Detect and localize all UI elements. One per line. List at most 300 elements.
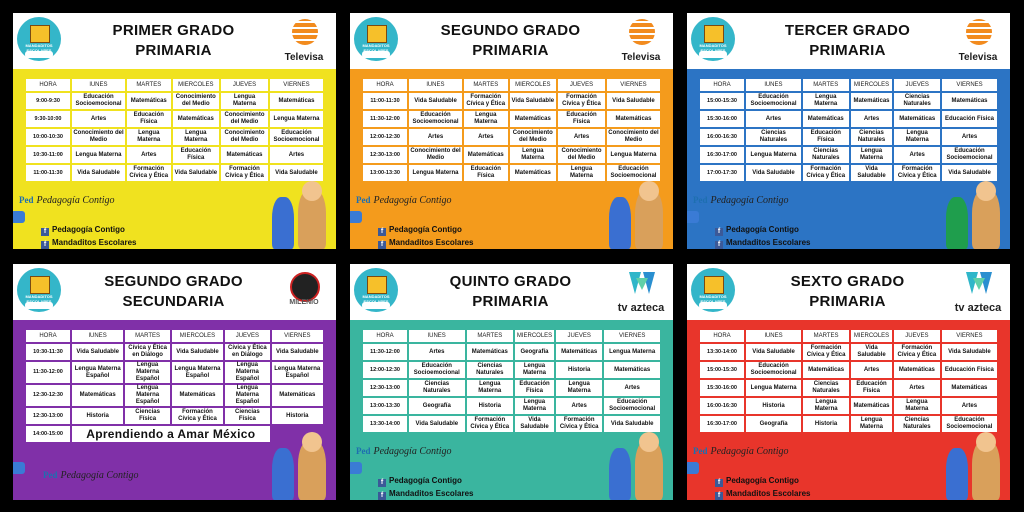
time-cell: 12:00-12:30 — [363, 362, 407, 378]
subject-cell: Ciencias Naturales — [467, 362, 513, 378]
subject-cell: Matemáticas — [942, 93, 997, 109]
tv-azteca-logo — [613, 270, 669, 314]
footer-link-mandaditos[interactable] — [41, 238, 136, 249]
time-cell: 10:00-10:30 — [26, 129, 70, 145]
cartoon-face — [976, 181, 996, 201]
subject-cell: Matemáticas — [270, 93, 323, 109]
footer-text: Mandaditos Escolares — [726, 489, 811, 498]
subject-cell: Educación Física — [515, 380, 554, 396]
table-header-row — [700, 330, 997, 342]
column-header: HORA — [26, 330, 70, 342]
time-cell: 13:30-14:00 — [363, 416, 407, 432]
panel-header — [13, 264, 336, 320]
table-row — [26, 426, 323, 442]
subject-cell: Educación Socioemocional — [746, 93, 801, 109]
subject-cell: Vida Saludable — [270, 165, 323, 181]
subject-cell: Cívica y Ética en Diálogo — [125, 344, 169, 360]
table-row — [700, 398, 997, 414]
subject-cell: Lengua Materna Español — [272, 362, 323, 383]
table-header-row — [363, 79, 660, 91]
ped-gog-badge: Ped — [19, 195, 34, 205]
subject-cell: Educación Física — [803, 129, 849, 145]
cartoon-character — [272, 197, 294, 249]
subject-cell: Vida Saludable — [942, 165, 997, 181]
subject-cell: Vida Saludable — [409, 93, 462, 109]
schedule-panel — [13, 264, 336, 500]
subject-cell: Lengua Materna — [894, 129, 940, 145]
subject-cell: Matemáticas — [851, 398, 892, 414]
time-cell: 16:30-17:00 — [700, 416, 744, 432]
subject-cell: Ciencias Naturales — [803, 380, 849, 396]
panel-title — [743, 272, 952, 312]
table-row — [700, 111, 997, 127]
cartoon-face — [302, 181, 322, 201]
car-icon — [699, 302, 727, 309]
level-title: PRIMARIA — [472, 42, 549, 59]
puzzle-piece-icon — [687, 211, 699, 223]
time-cell: 15:00-15:30 — [700, 93, 744, 109]
ped-gog-badge: Ped — [356, 195, 371, 205]
level-title: PRIMARIA — [135, 42, 212, 59]
subject-cell: Educación Socioemocional — [746, 362, 801, 378]
subject-cell: Lengua Materna — [467, 380, 513, 396]
column-header: lUNES — [746, 330, 801, 342]
bag-icon — [367, 25, 387, 43]
subject-cell: Lengua Materna — [604, 344, 660, 360]
subject-cell: Ciencias Naturales — [894, 93, 940, 109]
time-cell: 15:30-16:00 — [700, 111, 744, 127]
table-row — [26, 344, 323, 360]
subject-cell: Lengua Materna — [894, 398, 940, 414]
car-icon — [699, 51, 727, 58]
subject-cell: Lengua Materna — [607, 147, 660, 163]
column-header: VIERNES — [604, 330, 660, 342]
ped-gog-badge: Ped — [43, 470, 58, 480]
signature-text: Pedagogía Contigo — [36, 195, 115, 206]
subject-cell: Matemáticas — [510, 111, 557, 127]
footer-link-pedagogia[interactable] — [378, 476, 462, 487]
mandaditos-logo — [354, 268, 398, 312]
puzzle-piece-icon — [13, 211, 25, 223]
schedule-table — [24, 328, 325, 444]
footer-text: Pedagogía Contigo — [52, 225, 125, 234]
ped-gog-badge: Ped — [693, 446, 708, 456]
time-cell: 12:30-13:00 — [26, 408, 70, 424]
subject-cell: Matemáticas — [173, 111, 220, 127]
subject-cell: Matemáticas — [803, 362, 849, 378]
time-cell: 15:00-15:30 — [700, 362, 744, 378]
subject-cell: Vida Saludable — [173, 165, 220, 181]
car-icon — [362, 302, 390, 309]
table-row — [363, 398, 660, 414]
televisa-globe-icon — [966, 19, 992, 45]
footer-link-mandaditos[interactable] — [715, 238, 810, 249]
table-row — [26, 111, 323, 127]
subject-cell: Matemáticas — [221, 147, 268, 163]
subject-cell: Conocimiento del Medio — [73, 130, 124, 143]
bag-icon — [367, 276, 387, 294]
subject-cell: Matemáticas — [510, 165, 557, 181]
column-header: lUNES — [409, 79, 462, 91]
signature-text: Pedagogía Contigo — [60, 470, 139, 481]
column-header: MIERCOLES — [510, 79, 557, 91]
facebook-icon: f — [715, 241, 723, 249]
logo-text: MANDADITOS — [362, 43, 390, 48]
column-header: JUEVES — [556, 330, 602, 342]
subject-cell: Artes — [942, 129, 997, 145]
subject-cell: Lengua Materna — [515, 362, 554, 378]
time-cell: 13:30-14:00 — [700, 344, 744, 360]
column-header: HORA — [363, 330, 407, 342]
panel-title — [743, 21, 952, 61]
subject-cell: Formación Cívica y Ética — [894, 165, 940, 181]
subject-cell: Matemáticas — [942, 380, 997, 396]
subject-cell: Formación Cívica y Ética — [221, 165, 268, 181]
cartoon-face — [639, 181, 659, 201]
level-title: PRIMARIA — [809, 293, 886, 310]
column-header: lUNES — [72, 330, 123, 342]
brand-label: Televisa — [621, 52, 661, 63]
subject-cell: Ciencias Naturales — [803, 147, 849, 163]
column-header: VIERNES — [942, 79, 997, 91]
subject-cell: Artes — [409, 344, 465, 360]
subject-cell: Vida Saludable — [72, 165, 125, 181]
time-cell: 16:30-17:00 — [700, 147, 744, 163]
subject-cell: Vida Saludable — [746, 165, 801, 181]
subject-cell: Lengua Materna Español — [72, 362, 123, 383]
subject-cell: Historia — [72, 408, 123, 424]
footer-text: Mandaditos Escolares — [389, 489, 474, 498]
pedagogia-signature — [356, 195, 452, 206]
puzzle-piece-icon — [350, 462, 362, 474]
footer-text: Pedagogía Contigo — [726, 476, 799, 485]
car-icon — [362, 51, 390, 58]
bag-icon — [704, 276, 724, 294]
logo-text: MANDADITOS — [25, 294, 53, 299]
column-header: MIERCOLES — [172, 330, 223, 342]
brand-label: MILENIO — [289, 299, 319, 306]
footer-text: Mandaditos Escolares — [726, 238, 811, 247]
time-cell: 12:00-12:30 — [363, 129, 407, 145]
footer-link-pedagogia[interactable] — [378, 225, 462, 236]
subject-cell: Lengua Materna — [803, 398, 849, 414]
panel-title — [69, 21, 278, 61]
footer-link-mandaditos[interactable] — [378, 238, 473, 249]
subject-cell: Geografía — [409, 398, 465, 414]
subject-cell: Educación Física — [127, 111, 171, 127]
cartoon-character — [609, 197, 631, 249]
column-header: VIERNES — [270, 79, 323, 91]
ped-gog-badge: Ped — [693, 195, 708, 205]
subject-cell: Matemáticas — [604, 362, 660, 378]
footer-text: Pedagogía Contigo — [726, 225, 799, 234]
time-cell: 15:30-16:00 — [700, 380, 744, 396]
logo-text: MANDADITOS — [699, 294, 727, 299]
footer-link-mandaditos[interactable] — [378, 489, 473, 500]
puzzle-piece-icon — [13, 462, 25, 474]
column-header: JUEVES — [894, 330, 940, 342]
time-cell: 11:30-12:00 — [363, 111, 407, 127]
subject-cell: Vida Saludable — [746, 344, 801, 360]
subject-cell: Formación Cívica y Ética — [803, 344, 849, 360]
panel-header — [350, 264, 673, 320]
subject-cell: Vida Saludable — [515, 416, 554, 432]
grade-title: QUINTO GRADO — [449, 273, 572, 290]
subject-cell: Artes — [894, 147, 940, 163]
televisa-logo — [276, 19, 332, 63]
table-row — [363, 344, 660, 360]
subject-cell: Educación Física — [173, 147, 220, 163]
subject-cell: Educación Socioemocional — [72, 93, 125, 109]
televisa-globe-icon — [629, 19, 655, 45]
facebook-icon: f — [715, 228, 723, 236]
column-header: JUEVES — [558, 79, 605, 91]
subject-cell: Conocimiento del Medio — [410, 148, 461, 161]
table-row — [26, 408, 323, 424]
panel-header — [687, 13, 1010, 69]
subject-cell: Lengua Materna — [746, 380, 801, 396]
subject-cell: Vida Saludable — [172, 344, 223, 360]
brand-label: Televisa — [958, 52, 998, 63]
subject-cell: Historia — [556, 362, 602, 378]
table-header-row — [700, 79, 997, 91]
subject-cell: Artes — [556, 398, 602, 414]
column-header: MIERCOLES — [851, 330, 892, 342]
time-cell: 16:00-16:30 — [700, 398, 744, 414]
subject-cell: Educación Física — [558, 111, 605, 127]
brand-label: tv azteca — [617, 302, 665, 314]
milenio-logo — [276, 270, 332, 314]
table-header-row — [26, 330, 323, 342]
signature-text: Pedagogía Contigo — [373, 446, 452, 457]
table-row — [363, 380, 660, 396]
subject-cell: Lengua Materna Español — [125, 362, 169, 383]
subject-cell: Formación Cívica y Ética — [894, 344, 940, 360]
subject-cell: Lengua Materna Español — [225, 385, 269, 406]
subject-cell: Formación Cívica y Ética — [127, 165, 171, 181]
cartoon-character — [946, 197, 968, 249]
subject-cell: Ciencias Naturales — [746, 129, 801, 145]
time-cell: 17:00-17:30 — [700, 165, 744, 181]
subject-cell: Lengua Materna — [851, 416, 892, 432]
subject-cell: Lengua Materna — [556, 380, 602, 396]
subject-cell: Lengua Materna — [464, 111, 508, 127]
table-row — [700, 380, 997, 396]
time-cell: 11:30-12:00 — [26, 362, 70, 383]
subject-cell: Matemáticas — [72, 385, 123, 406]
panel-title — [69, 272, 278, 312]
grade-title: TERCER GRADO — [784, 22, 911, 39]
footer-text: Mandaditos Escolares — [389, 238, 474, 247]
subject-cell: Vida Saludable — [851, 165, 893, 181]
subject-cell: Historia — [803, 416, 849, 432]
televisa-logo — [950, 19, 1006, 63]
subject-cell: Historia — [272, 408, 323, 424]
subject-cell: Artes — [851, 111, 893, 127]
time-cell: 12:30-13:00 — [363, 380, 407, 396]
mandaditos-logo — [17, 17, 61, 61]
mandaditos-logo — [354, 17, 398, 61]
facebook-icon: f — [378, 228, 386, 236]
subject-cell: Lengua Materna — [558, 165, 605, 181]
subject-cell: Artes — [464, 129, 508, 145]
pedagogia-signature — [356, 446, 452, 457]
table-row — [700, 362, 997, 378]
time-cell: 9:30-10:00 — [26, 111, 70, 127]
subject-cell: Ciencias Física — [125, 408, 169, 424]
panel-header — [350, 13, 673, 69]
footer-text: Pedagogía Contigo — [389, 476, 462, 485]
subject-cell: Lengua Materna — [270, 111, 323, 127]
schedule-panel — [350, 264, 673, 500]
footer-link-pedagogia[interactable] — [715, 476, 799, 487]
table-row — [700, 93, 997, 109]
table-row — [363, 165, 660, 181]
table-row — [700, 344, 997, 360]
table-row — [700, 416, 997, 432]
column-header: VIERNES — [607, 79, 660, 91]
column-header: HORA — [26, 79, 70, 91]
subject-cell: Ciencias Física — [225, 408, 269, 424]
subject-cell: Matemáticas — [464, 147, 508, 163]
time-cell: 9:00-9:30 — [26, 93, 70, 109]
column-header: lUNES — [409, 330, 465, 342]
grade-title: SEXTO GRADO — [790, 273, 905, 290]
column-header: HORA — [700, 79, 744, 91]
subject-cell: Geografía — [746, 416, 801, 432]
facebook-icon: f — [41, 228, 49, 236]
subject-cell: Educación Física — [942, 111, 997, 127]
table-row — [26, 93, 323, 109]
subject-cell: Educación Física — [851, 380, 892, 396]
footer-text: Pedagogía Contigo — [389, 225, 462, 234]
subject-cell: Formación Cívica y Ética — [467, 416, 513, 432]
subject-cell: Lengua Materna — [803, 93, 849, 109]
car-icon — [25, 51, 53, 58]
signature-text: Pedagogía Contigo — [710, 446, 789, 457]
subject-cell: Lengua Materna Español — [172, 362, 223, 383]
subject-cell: Ciencias Naturales — [409, 380, 465, 396]
schedule-panel — [687, 13, 1010, 249]
table-row — [363, 362, 660, 378]
subject-cell: Conocimiento del Medio — [558, 147, 605, 163]
time-cell: 10:30-11:00 — [26, 147, 70, 163]
column-header: VIERNES — [272, 330, 323, 342]
column-header: MIERCOLES — [851, 79, 893, 91]
subject-cell: Artes — [558, 129, 605, 145]
time-cell: 11:00-11:30 — [363, 93, 407, 109]
panel-header — [687, 264, 1010, 320]
footer-link-mandaditos[interactable] — [715, 489, 810, 500]
puzzle-piece-icon — [350, 211, 362, 223]
subject-cell: Artes — [127, 147, 171, 163]
pedagogia-signature — [19, 195, 115, 206]
panel-title — [406, 21, 615, 61]
subject-cell: Vida Saludable — [604, 416, 660, 432]
cartoon-character — [272, 448, 294, 500]
subject-cell: Artes — [746, 111, 801, 127]
subject-cell: Vida Saludable — [72, 344, 123, 360]
facebook-icon: f — [715, 492, 723, 500]
schedule-panel — [13, 13, 336, 249]
subject-cell: Formación Cívica y Ética — [556, 416, 602, 432]
subject-cell: Matemáticas — [607, 111, 660, 127]
footer-link-pedagogia[interactable] — [715, 225, 799, 236]
subject-cell: Educación Física — [942, 362, 997, 378]
subject-cell: Formación Cívica y Ética — [172, 408, 223, 424]
subject-cell: Lengua Materna — [221, 93, 268, 109]
cartoon-character — [946, 448, 968, 500]
time-cell: 10:30-11:30 — [26, 344, 70, 360]
subject-cell: Lengua Materna — [127, 129, 171, 145]
footer-text: Mandaditos Escolares — [52, 238, 137, 247]
subject-cell: Conocimiento del Medio — [510, 129, 557, 145]
column-header: MIERCOLES — [173, 79, 220, 91]
subject-cell: Vida Saludable — [272, 344, 323, 360]
subject-cell: Matemáticas — [851, 93, 893, 109]
time-cell: 13:00-13:30 — [363, 398, 407, 414]
grade-title: SEGUNDO GRADO — [104, 273, 243, 290]
subject-cell: Artes — [72, 111, 125, 127]
table-row — [363, 147, 660, 163]
subject-cell: Conocimiento del Medio — [173, 93, 220, 109]
logo-text: MANDADITOS — [699, 43, 727, 48]
column-header: lUNES — [746, 79, 801, 91]
subject-cell: Educación Socioemocional — [607, 165, 660, 181]
subject-cell: Artes — [270, 147, 323, 163]
column-header: lUNES — [72, 79, 125, 91]
facebook-icon: f — [378, 479, 386, 487]
tv-azteca-logo — [950, 270, 1006, 314]
subject-cell: Lengua Materna — [72, 147, 125, 163]
cartoon-character — [609, 448, 631, 500]
ped-gog-badge: Ped — [356, 446, 371, 456]
table-row — [26, 129, 323, 145]
subject-cell: Lengua Materna Español — [225, 362, 269, 383]
facebook-icon: f — [41, 241, 49, 249]
subject-cell: Artes — [851, 362, 892, 378]
logo-text: MANDADITOS — [362, 294, 390, 299]
subject-cell: Artes — [894, 380, 940, 396]
column-header: MARTES — [127, 79, 171, 91]
table-row — [700, 129, 997, 145]
signature-text: Pedagogía Contigo — [710, 195, 789, 206]
table-row — [363, 416, 660, 432]
brand-label: tv azteca — [954, 302, 1002, 314]
subject-cell: Formación Cívica y Ética — [558, 93, 605, 109]
grade-title: PRIMER GRADO — [112, 22, 235, 39]
column-header: MARTES — [467, 330, 513, 342]
subject-cell: Lengua Materna — [746, 147, 801, 163]
table-row — [700, 165, 997, 181]
subject-cell: Vida Saludable — [409, 416, 465, 432]
bag-icon — [704, 25, 724, 43]
time-cell: 13:00-13:30 — [363, 165, 407, 181]
subject-cell: Vida Saludable — [942, 344, 997, 360]
time-cell: 16:00-16:30 — [700, 129, 744, 145]
subject-cell: Educación Socioemocional — [409, 111, 462, 127]
car-icon — [25, 302, 53, 309]
subject-cell: Vida Saludable — [851, 344, 892, 360]
televisa-globe-icon — [292, 19, 318, 45]
schedule-table — [698, 328, 999, 434]
footer-link-pedagogia[interactable] — [41, 225, 125, 236]
column-header: HORA — [700, 330, 744, 342]
subject-cell: Educación Socioemocional — [604, 398, 660, 414]
subject-cell: Ciencias Naturales — [894, 416, 940, 432]
column-header: JUEVES — [225, 330, 269, 342]
column-header: VIERNES — [942, 330, 997, 342]
